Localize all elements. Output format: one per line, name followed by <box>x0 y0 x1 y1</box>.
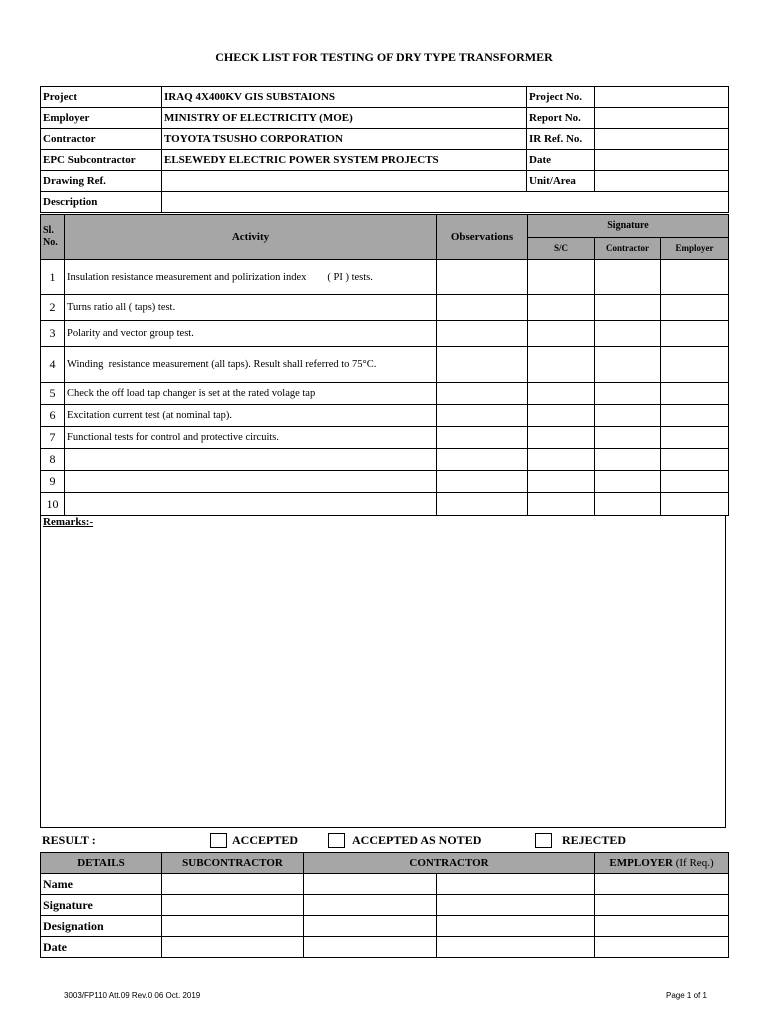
employer-sign-cell[interactable] <box>661 471 729 493</box>
employer-sign-cell[interactable] <box>661 427 729 449</box>
activity-row <box>41 260 729 295</box>
activity-row <box>41 427 729 449</box>
contractor-sign-cell[interactable] <box>595 347 661 383</box>
activity-text: Winding resistance measurement (all taps). Result shall referred to 75°C. <box>65 347 437 383</box>
observation-cell[interactable] <box>437 295 528 321</box>
activity-row <box>41 405 729 427</box>
designation-label: Designation <box>41 916 162 937</box>
header-row <box>41 171 729 192</box>
epc-label: EPC Subcontractor <box>41 150 162 171</box>
sc-sign-cell[interactable] <box>528 383 595 405</box>
activity-number: 2 <box>41 295 65 321</box>
date-value[interactable] <box>595 150 729 171</box>
employer-header-text: EMPLOYER <box>609 857 673 869</box>
signoff-header-row <box>41 853 729 874</box>
sc-sign-cell[interactable] <box>528 405 595 427</box>
employer-sig-header: Employer <box>661 237 729 260</box>
contractor-sign-cell[interactable] <box>595 295 661 321</box>
epc-value[interactable]: ELSEWEDY ELECTRIC POWER SYSTEM PROJECTS <box>162 150 527 171</box>
name-subcontractor[interactable] <box>162 874 304 895</box>
date-employer[interactable] <box>595 937 729 958</box>
activities-table <box>40 214 729 516</box>
designation-subcontractor[interactable] <box>162 916 304 937</box>
signoff-row <box>41 874 729 895</box>
activity-number: 10 <box>41 493 65 516</box>
subcontractor-header: SUBCONTRACTOR <box>162 853 304 874</box>
date-contractor-a[interactable] <box>304 937 437 958</box>
ir-ref-label: IR Ref. No. <box>527 129 595 150</box>
sl-no-header: Sl. No. <box>41 215 65 260</box>
rejected-checkbox[interactable] <box>535 833 552 848</box>
project-no-value[interactable] <box>595 87 729 108</box>
activity-text[interactable] <box>65 471 437 493</box>
result-row <box>40 828 728 852</box>
sc-sign-cell[interactable] <box>528 449 595 471</box>
description-value[interactable] <box>162 192 729 213</box>
sc-sign-cell[interactable] <box>528 347 595 383</box>
header-row <box>41 150 729 171</box>
project-no-label: Project No. <box>527 87 595 108</box>
employer-value[interactable]: MINISTRY OF ELECTRICITY (MOE) <box>162 108 527 129</box>
date-contractor-b[interactable] <box>437 937 595 958</box>
sc-sign-cell[interactable] <box>528 295 595 321</box>
activity-text: Turns ratio all ( taps) test. <box>65 295 437 321</box>
activity-header: Activity <box>65 215 437 260</box>
contractor-sign-cell[interactable] <box>595 321 661 347</box>
sc-sign-cell[interactable] <box>528 493 595 516</box>
date-row-label: Date <box>41 937 162 958</box>
observation-cell[interactable] <box>437 427 528 449</box>
observation-cell[interactable] <box>437 383 528 405</box>
employer-sign-cell[interactable] <box>661 321 729 347</box>
employer-sign-cell[interactable] <box>661 449 729 471</box>
observation-cell[interactable] <box>437 405 528 427</box>
project-label: Project <box>41 87 162 108</box>
designation-employer[interactable] <box>595 916 729 937</box>
rejected-label: REJECTED <box>562 833 627 847</box>
activity-text[interactable] <box>65 449 437 471</box>
remarks-label: Remarks:- <box>43 516 94 528</box>
unit-area-value[interactable] <box>595 171 729 192</box>
activity-text[interactable] <box>65 493 437 516</box>
details-header: DETAILS <box>41 853 162 874</box>
activity-number: 3 <box>41 321 65 347</box>
sc-sign-cell[interactable] <box>528 427 595 449</box>
contractor-sign-cell[interactable] <box>595 449 661 471</box>
activity-number: 8 <box>41 449 65 471</box>
observation-cell[interactable] <box>437 471 528 493</box>
employer-label: Employer <box>41 108 162 129</box>
activity-text: Polarity and vector group test. <box>65 321 437 347</box>
activities-header-row <box>41 215 729 238</box>
name-contractor-a[interactable] <box>304 874 437 895</box>
signoff-row <box>41 916 729 937</box>
description-label: Description <box>41 192 162 213</box>
remarks-area[interactable] <box>40 515 726 828</box>
observation-cell[interactable] <box>437 493 528 516</box>
activity-text: Functional tests for control and protective circuits. <box>65 427 437 449</box>
contractor-sign-cell[interactable] <box>595 427 661 449</box>
contractor-header: CONTRACTOR <box>304 853 595 874</box>
name-contractor-b[interactable] <box>437 874 595 895</box>
contractor-sign-cell[interactable] <box>595 260 661 295</box>
activity-text: Insulation resistance measurement and polirization index ( PI ) tests. <box>65 260 437 295</box>
report-no-value[interactable] <box>595 108 729 129</box>
accepted-as-noted-checkbox[interactable] <box>328 833 345 848</box>
designation-contractor-a[interactable] <box>304 916 437 937</box>
activity-number: 7 <box>41 427 65 449</box>
date-subcontractor[interactable] <box>162 937 304 958</box>
activity-row <box>41 321 729 347</box>
contractor-label: Contractor <box>41 129 162 150</box>
sc-sign-cell[interactable] <box>528 471 595 493</box>
footer-page-number: Page 1 of 1 <box>666 991 707 1000</box>
employer-header-note: (If Req.) <box>675 857 714 869</box>
observations-header: Observations <box>437 215 528 260</box>
activity-text: Excitation current test (at nominal tap). <box>65 405 437 427</box>
report-no-label: Report No. <box>527 108 595 129</box>
name-label: Name <box>41 874 162 895</box>
activity-row <box>41 471 729 493</box>
header-row <box>41 129 729 150</box>
footer-doc-ref: 3003/FP110 Att.09 Rev.0 06 Oct. 2019 <box>64 991 201 1000</box>
activity-number: 1 <box>41 260 65 295</box>
header-row <box>41 192 729 213</box>
name-employer[interactable] <box>595 874 729 895</box>
header-info-table <box>40 86 729 213</box>
employer-sign-cell[interactable] <box>661 347 729 383</box>
contractor-sign-cell[interactable] <box>595 405 661 427</box>
contractor-sign-cell[interactable] <box>595 383 661 405</box>
activity-row <box>41 295 729 321</box>
contractor-sign-cell[interactable] <box>595 471 661 493</box>
activity-number: 6 <box>41 405 65 427</box>
unit-area-label: Unit/Area <box>527 171 595 192</box>
signature-contractor-b[interactable] <box>437 895 595 916</box>
contractor-sign-cell[interactable] <box>595 493 661 516</box>
contractor-value[interactable]: TOYOTA TSUSHO CORPORATION <box>162 129 527 150</box>
signature-subcontractor[interactable] <box>162 895 304 916</box>
sc-sign-cell[interactable] <box>528 321 595 347</box>
project-value[interactable]: IRAQ 4X400KV GIS SUBSTAIONS <box>162 87 527 108</box>
employer-sign-cell[interactable] <box>661 260 729 295</box>
accepted-checkbox[interactable] <box>210 833 227 848</box>
activity-number: 9 <box>41 471 65 493</box>
employer-sign-cell[interactable] <box>661 493 729 516</box>
activity-text: Check the off load tap changer is set at the rated volage tap <box>65 383 437 405</box>
drawing-ref-value[interactable] <box>162 171 527 192</box>
activity-row <box>41 383 729 405</box>
signoff-row <box>41 895 729 916</box>
designation-contractor-b[interactable] <box>437 916 595 937</box>
signature-header: Signature <box>528 215 729 238</box>
signoff-table <box>40 852 729 958</box>
signature-contractor-a[interactable] <box>304 895 437 916</box>
drawing-ref-label: Drawing Ref. <box>41 171 162 192</box>
sc-header: S/C <box>528 237 595 260</box>
activity-row <box>41 449 729 471</box>
observation-cell[interactable] <box>437 260 528 295</box>
observation-cell[interactable] <box>437 321 528 347</box>
signoff-row <box>41 937 729 958</box>
observation-cell[interactable] <box>437 347 528 383</box>
employer-sign-cell[interactable] <box>661 405 729 427</box>
date-label: Date <box>527 150 595 171</box>
activity-number: 5 <box>41 383 65 405</box>
header-row <box>41 87 729 108</box>
form-title: CHECK LIST FOR TESTING OF DRY TYPE TRANSFORMER <box>215 50 553 64</box>
accepted-as-noted-label: ACCEPTED AS NOTED <box>352 833 482 847</box>
ir-ref-value[interactable] <box>595 129 729 150</box>
observation-cell[interactable] <box>437 449 528 471</box>
activity-number: 4 <box>41 347 65 383</box>
employer-sign-cell[interactable] <box>661 295 729 321</box>
signature-employer[interactable] <box>595 895 729 916</box>
contractor-sig-header: Contractor <box>595 237 661 260</box>
activity-row <box>41 493 729 516</box>
activity-row <box>41 347 729 383</box>
result-label: RESULT : <box>42 833 96 847</box>
sc-sign-cell[interactable] <box>528 260 595 295</box>
employer-sign-cell[interactable] <box>661 383 729 405</box>
signature-label: Signature <box>41 895 162 916</box>
employer-header <box>595 853 729 874</box>
header-row <box>41 108 729 129</box>
accepted-label: ACCEPTED <box>232 833 299 847</box>
